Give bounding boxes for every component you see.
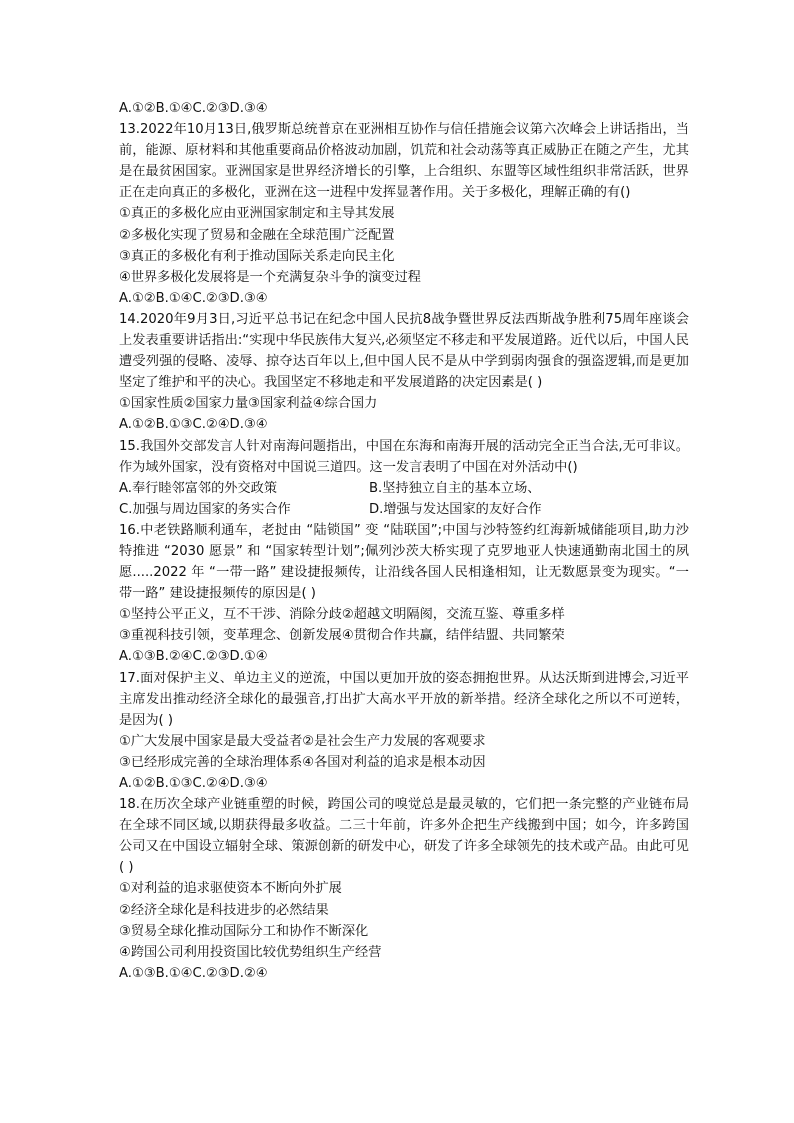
q13-statement-4: ④世界多极化发展将是一个充满复杂斗争的演变过程 <box>119 269 421 285</box>
q17-statements-1-2: ①广大发展中国家是最大受益者②是社会生产力发展的客观要求 <box>119 733 486 749</box>
q18-statement-3: ③贸易全球化推动国际分工和协作不断深化 <box>119 923 369 939</box>
q13-statement-1: ①真正的多极化应由亚洲国家制定和主导其发展 <box>119 206 395 222</box>
q12-answer-options: A.①②B.①④C.②③D.③④ <box>119 101 268 116</box>
q13-statement-2: ②多极化实现了贸易和金融在全球范围广泛配置 <box>119 227 395 243</box>
q15-option-b: B.坚持独立自主的基本立场、 <box>369 480 541 496</box>
q17-answer-options: A.①②B.①③C.②④D.③④ <box>119 776 268 791</box>
q18-stem: 18.在历次全球产业链重塑的时候，跨国公司的嗅觉总是最灵敏的，它们把一条完整的产业链布局在全球不同区域,以期获得最多收益。二三十年前，许多外企把生产线搬到中国；如今，许多跨国公司又在中国设立辐射全球、策源创新的研发中心，研发了许多全球领先的技术或产品。由此可见( ) <box>119 797 689 876</box>
q16-answer-options: A.①③B.②④C.②③D.①④ <box>119 649 268 665</box>
q16-stem: 16.中老铁路顺利通车，老挝由 “陆锁国” 变 “陆联国”;中国与沙特签约红海新城储能项目,助力沙特推进 “2030 愿景” 和 “国家转型计划”;佩列沙茨大桥实现了克罗地亚人快速通勤南北国土的夙愿.....2022 年 “一带一路” 建设捷报频传，让沿线各国人民相逢相知，让无数愿景变为现实。“一带一路” 建设捷报频传的原因是( ) <box>119 522 689 602</box>
q16-statements-3-4: ③重视科技引领，变革理念、创新发展④贯彻合作共赢，结伴结盟、共同繁荣 <box>119 628 565 644</box>
q15-option-c: C.加强与周边国家的务实合作 <box>119 501 291 517</box>
q14-answer-options: A.①②B.①③C.②④D.③④ <box>119 417 268 433</box>
q13-stem: 13.2022年10月13日,俄罗斯总统普京在亚洲相互协作与信任措施会议第六次峰会上讲话指出，当前，能源、原材料和其他重要商品价格波动加剧，饥荒和社会动荡等真正威胁正在随之产生，尤其是在最贫困国家。亚洲国家是世界经济增长的引擎，上合组织、东盟等区域性组织非常活跃，世界正在走向真正的多极化，亚洲在这一进程中发挥显著作用。关于多极化，理解正确的有() <box>119 122 689 201</box>
q18-answer-options: A.①③B.①④C.②③D.②④ <box>119 965 268 981</box>
q16-statements-1-2: ①坚持公平正义，互不干涉、消除分歧②超越文明隔阂，交流互鉴、尊重多样 <box>119 607 565 623</box>
q15-option-a: A.奉行睦邻富邻的外交政策 <box>119 480 278 496</box>
q18-statement-4: ④跨国公司利用投资国比较优势组织生产经营 <box>119 944 382 960</box>
q15-stem: 15.我国外交部发言人针对南海问题指出，中国在东海和南海开展的活动完全正当合法,无可非议。作为域外国家，没有资格对中国说三道四。这一发言表明了中国在对外活动中() <box>119 438 689 475</box>
q18-statement-1: ①对利益的追求驱使资本不断向外扩展 <box>119 881 342 897</box>
q15-options-row-1 <box>119 478 689 499</box>
q14-stem: 14.2020年9月3日,习近平总书记在纪念中国人民抗8战争暨世界反法西斯战争胜利75周年座谈会上发表重要讲话指出:“实现中华民族伟大复兴,必须坚定不移走和平发展道路。近代以后，中国人民遭受列强的侵略、凌辱、掠夺达百年以上,但中国人民不是从中学到弱肉强食的强盗逻辑,而是更加坚定了维护和平的决心。我国坚定不移地走和平发展道路的决定因素是( ) <box>119 311 689 391</box>
q15-options-row-2 <box>119 499 689 520</box>
q13-statement-3: ③真正的多极化有利于推动国际关系走向民主化 <box>119 248 395 264</box>
q17-stem: 17.面对保护主义、单边主义的逆流，中国以更加开放的姿态拥抱世界。从达沃斯到进博会,习近平主席发出推动经济全球化的最强音,打出扩大高水平开放的新举措。经济全球化之所以不可逆转，是因为( ) <box>119 670 689 728</box>
q14-statements: ①国家性质②国家力量③国家利益④综合国力 <box>119 396 378 412</box>
q13-answer-options: A.①②B.①④C.②③D.③④ <box>119 290 268 306</box>
q17-statements-3-4: ③已经形成完善的全球治理体系④各国对利益的追求是根本动因 <box>119 754 486 770</box>
q18-statement-2: ②经济全球化是科技进步的必然结果 <box>119 902 329 918</box>
q15-option-d: D.增强与发达国家的友好合作 <box>369 501 542 517</box>
document-page <box>119 98 689 984</box>
